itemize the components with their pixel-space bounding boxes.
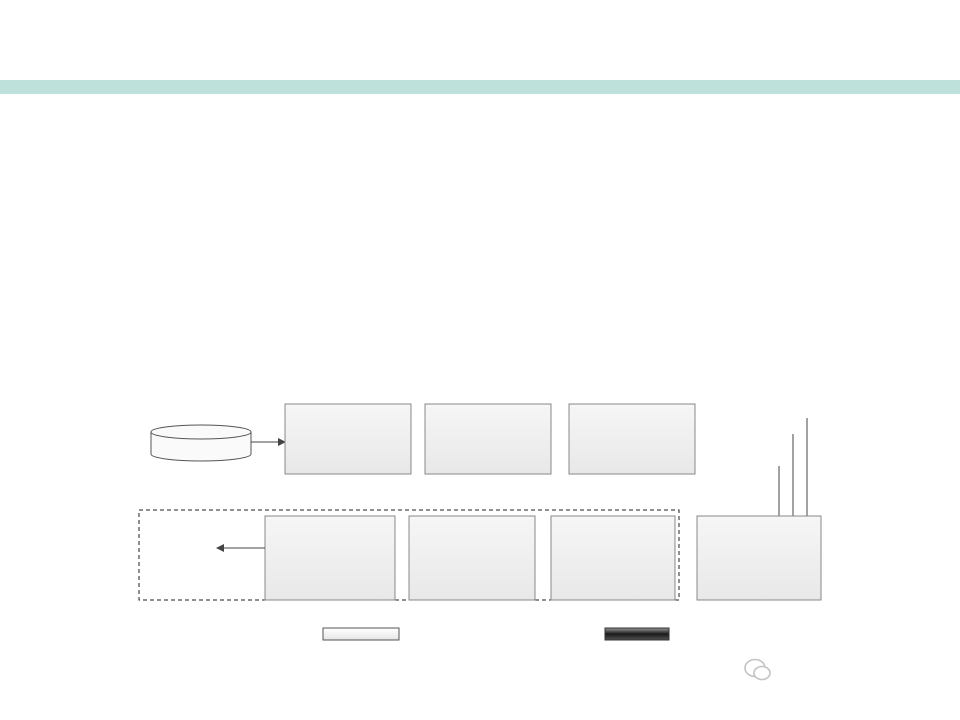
hdfs-cylinder-icon [151,425,251,461]
rdd-reducebykey [697,516,821,600]
title-underline-bar [0,80,960,94]
rdd-filter [569,404,695,474]
wechat-watermark-icon [744,657,772,683]
rdd-map-cached [551,516,675,600]
legend-uncached-swatch [323,628,399,640]
legend-cached-swatch [605,628,669,640]
rdd-flatmap [425,404,551,474]
rdd-sortbykey-b [409,516,535,600]
rdd-textfile [285,404,411,474]
rdd-sortbykey-a [265,516,395,600]
rdd-cache-diagram [125,370,845,650]
